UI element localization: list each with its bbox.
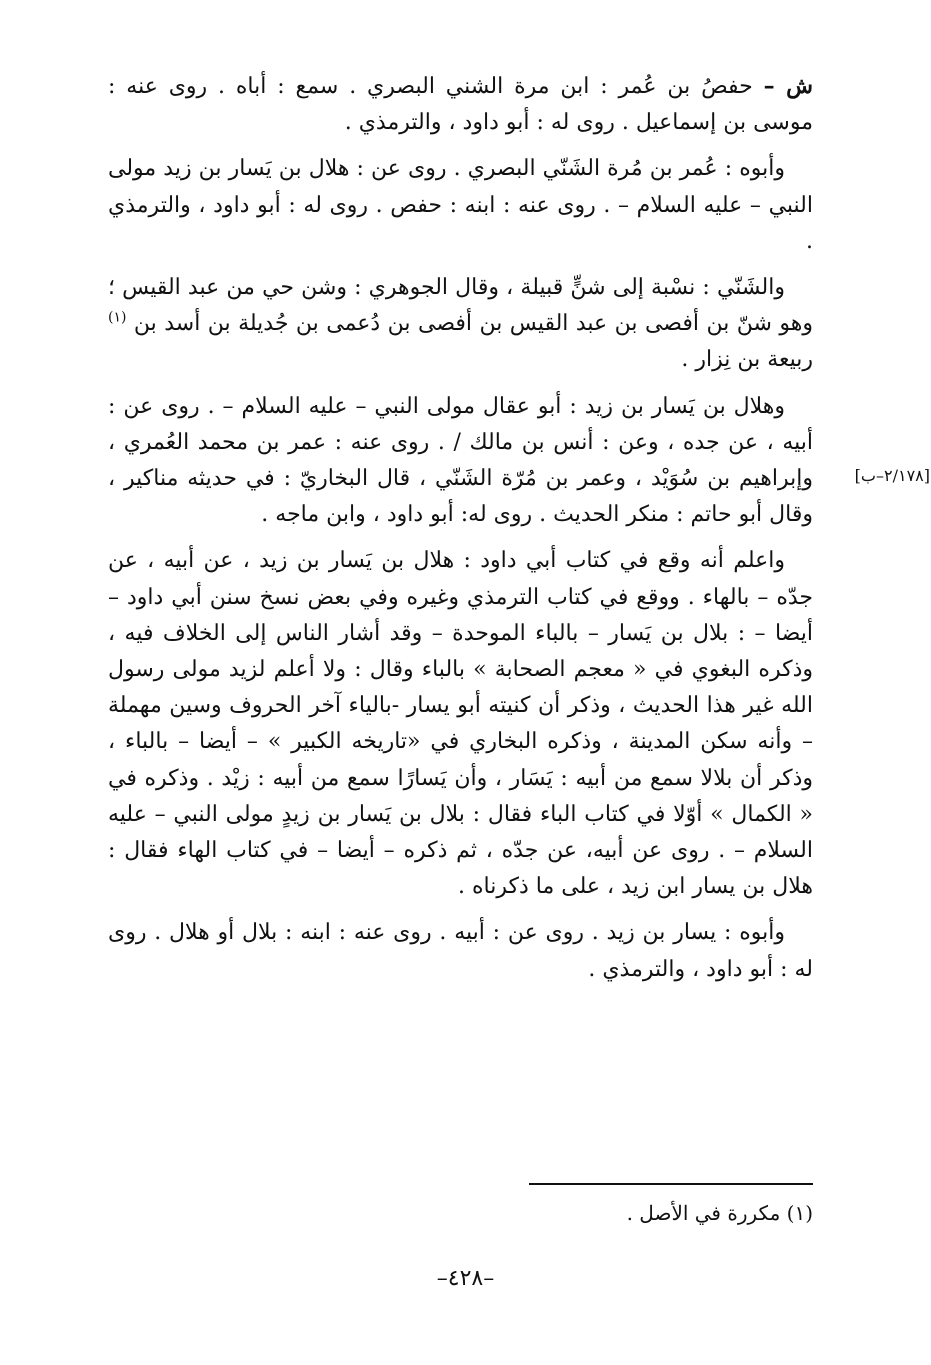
footnote: (١) مكررة في الأصل .	[626, 1201, 813, 1225]
paragraph-yasar: وأبوه : يسار بن زيد . روى عن : أبيه . روى عنه : ابنه : بلال أو هلال . روى له : أبو داود ، والترمذي .	[108, 920, 813, 982]
footnote-divider	[529, 1183, 813, 1185]
paragraph-note-abu-dawud: واعلم أنه وقع في كتاب أبي داود : هلال بن يَسار بن زيد ، عن أبيه ، عن جدّه – بالهاء . ووقع في كتاب الترمذي وغيره وفي بعض نسخ سنن أبي داود – أيضا – : بلال بن يَسار – بالباء الموحدة – وقد أشار الناس إلى الخلاف فيه ، وذكره البغوي في « معجم الصحابة » بالباء وقال : ولا أعلم لزيد مولى رسول الله غير هذا الحديث ، وذكر أن كنيته أبو يسار -بالياء آخر الحروف وسين مهملة – وأنه سكن المدينة ، وذكره البخاري في «تاريخه الكبير » – أيضا – بالباء ، وذكر أن بلالا سمع من أبيه : يَسَار ، وأن يَسارًا سمع من أبيه : زيْد . وذكره في « الكمال » أوّلا في كتاب الباء فقال : بلال بن يَسار بن زيدٍ مولى النبي – عليه السلام – . روى عن أبيه، عن جدّه ، ثم ذكره – أيضا – في كتاب الهاء فقال : هلال بن يسار ابن زيد ، على ما ذكرناه .	[108, 548, 813, 900]
paragraph-father: وأبوه : عُمر بن مُرة الشَنّي البصري . روى عن : هلال بن يَسار بن زيد مولى النبي – عليه السلام – . روى عنه : ابنه : حفص . روى له : أبو داود ، والترمذي .	[108, 156, 813, 254]
main-text	[108, 68, 813, 988]
footnote-marker: (١)	[108, 309, 127, 326]
manuscript-folio-marker: [٢/١٧٨–ب]	[854, 466, 930, 485]
paragraph-nisba-text-b: ربيعة بن نِزار .	[681, 347, 813, 373]
paragraph-nisba	[108, 270, 813, 379]
paragraph-nisba-text-a: والشَنّي : نسْبة إلى شنٍّ قبيلة ، وقال الجوهري : وشن حي من عبد القيس ؛ وهو شنّ بن أفصى بن عبد القيس بن أفصى بن دُعمى بن جُديلة بن أسد بن	[108, 275, 813, 337]
paragraph-hafs-text: حفصُ بن عُمر : ابن مرة الشني البصري . سمع : أباه . روى عنه : موسى بن إسماعيل . روى له : أبو داود ، والترمذي .	[108, 74, 813, 136]
paragraph-hafs	[108, 68, 813, 141]
entry-marker: ش –	[763, 73, 814, 99]
paragraph-hilal: وهلال بن يَسار بن زيد : أبو عقال مولى النبي – عليه السلام – . روى عن : أبيه ، عن جده ، وعن : أنس بن مالك / . روى عنه : عمر بن محمد العُمري ، وإبراهيم بن سُوَيْد ، وعمر بن مُرّة الشَنّي ، قال البخاريّ : في حديثه مناكير ، وقال أبو حاتم : منكر الحديث . روى له: أبو داود ، وابن ماجه .	[108, 393, 813, 528]
page-number: –٤٢٨–	[436, 1266, 495, 1291]
